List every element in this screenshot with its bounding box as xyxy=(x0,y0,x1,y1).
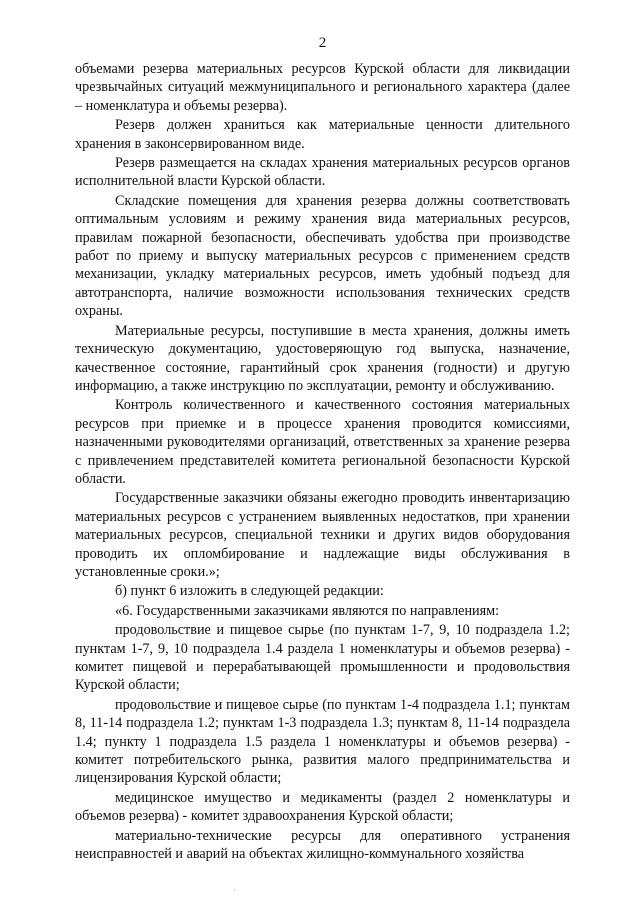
paragraph-9: «6. Государственными заказчиками являются по направлениям: xyxy=(115,602,500,619)
paragraph-7: Государственные заказчики обязаны ежегодно проводить инвентаризацию материальных ресурсов с устранением выявленных недостатков, при хранении материальных ресурсов, специальной техники и других видов оборудования проводить их опломбирование и надлежащие виды обслуживания в установленные сроки.»; xyxy=(75,490,570,580)
paragraph-1: объемами резерва материальных ресурсов Курской области для ликвидации чрезвычайных ситуаций межмуниципального и регионального характера (далее – номенклатура и объемы резерва). xyxy=(75,61,570,114)
paragraph-12: медицинское имущество и медикаменты (раздел 2 номенклатуры и объемов резерва) - комитет здравоохранения Курской области; xyxy=(75,789,570,825)
scan-speck: · xyxy=(233,886,236,895)
paragraph-10: продовольствие и пищевое сырье (по пунктам 1-7, 9, 10 подраздела 1.2; пунктам 1-7, 9, 10 подраздела 1.4 раздела 1 номенклатуры и объемов резерва) - комитет пищевой и перерабатывающей промышленности и продовольствия Курской области; xyxy=(75,622,570,694)
paragraph-5: Материальные ресурсы, поступившие в места хранения, должны иметь техническую документацию, удостоверяющую год выпуска, назначение, качественное состояние, гарантийный срок хранения (годности) и другую информацию, а также инструкцию по эксплуатации, ремонту и обслуживанию. xyxy=(75,322,570,394)
paragraph-6: Контроль количественного и качественного состояния материальных ресурсов при приемке и в процессе хранения проводится комиссиями, назначенными руководителями организаций, ответственных за хранение резерва с привлечением представителей комитета региональной безопасности Курской области. xyxy=(75,397,570,487)
paragraph-13: материально-технические ресурсы для оперативного устранения неисправностей и аварий на объектах жилищно-коммунального хозяйства xyxy=(75,827,570,863)
paragraph-4: Складские помещения для хранения резерва должны соответствовать оптимальным условиям и режиму хранения вида материальных ресурсов, правилам пожарной безопасности, обеспечивать удобства при производстве работ по приему и выпуску материальных ресурсов с применением средств механизации, укладку материальных ресурсов, иметь удобный подъезд для автотранспорта, наличие возможности использования технических средств охраны. xyxy=(75,192,570,320)
page-number: 2 xyxy=(318,35,327,51)
paragraph-3: Резерв размещается на складах хранения материальных ресурсов органов исполнительной власти Курской области. xyxy=(75,155,570,190)
paragraph-11: продовольствие и пищевое сырье (по пунктам 1-4 подраздела 1.1; пунктам 8, 11-14 подраздела 1.2; пунктам 1-3 подраздела 1.3; пунктам 8, 11-14 подраздела 1.4; пункту 1 подраздела 1.5 раздела 1 номенклатуры и объемов резерва) - комитет потребительского рынка, развития малого предпринимательства и лицензирования Курской области; xyxy=(75,696,570,787)
paragraph-2: Резерв должен храниться как материальные ценности длительного хранения в законсервированном виде. xyxy=(75,117,570,152)
scan-speck: · xyxy=(345,466,348,475)
paragraph-8: б) пункт 6 изложить в следующей редакции: xyxy=(115,583,384,600)
